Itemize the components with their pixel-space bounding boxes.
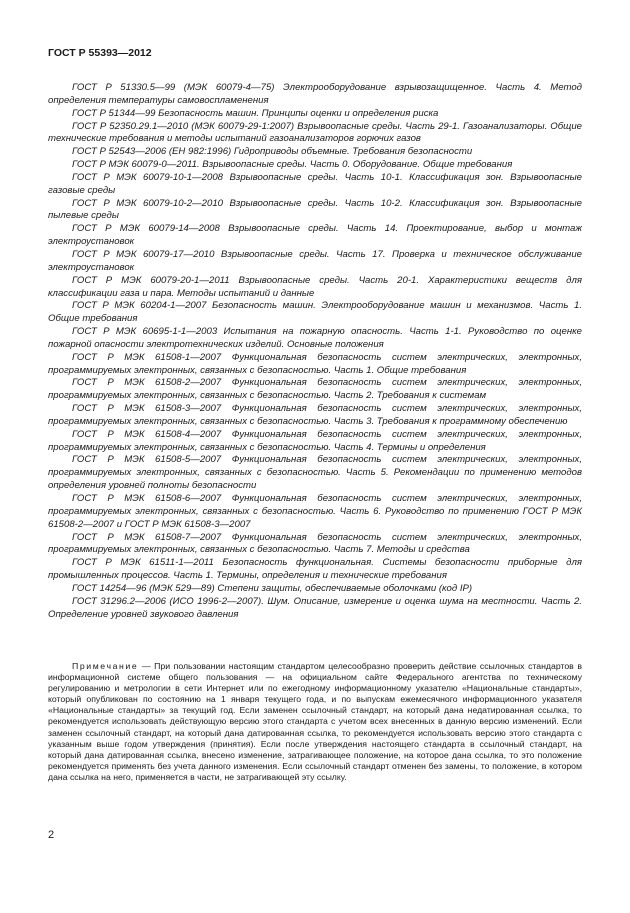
reference-item: ГОСТ 14254—96 (МЭК 529—89) Степени защиты, обеспечиваемые оболочками (код IP) xyxy=(72,582,473,594)
reference-item: ГОСТ Р МЭК 60079-10-2—2010 Взрывоопасные среды. Часть 10-2. Классификация зон. Взрывоопасные пылевые среды xyxy=(48,197,582,222)
reference-item: ГОСТ Р МЭК 60079-20-1—2011 Взрывоопасные среды. Часть 20-1. Характеристики веществ для классификации газа и пара. Методы испытаний и данные xyxy=(48,274,582,299)
reference-item: ГОСТ Р 52543—2006 (ЕН 982:1996) Гидроприводы объемные. Требования безопасности xyxy=(72,146,473,158)
reference-item: ГОСТ Р МЭК 60079-17—2010 Взрывоопасные среды. Часть 17. Проверка и техническое обслуживание электроустановок xyxy=(48,248,582,273)
reference-item: ГОСТ Р МЭК 60079-10-1—2008 Взрывоопасные среды. Часть 10-1. Классификация зон. Взрывоопасные газовые среды xyxy=(48,171,582,196)
reference-item: ГОСТ Р МЭК 60079-14—2008 Взрывоопасные среды. Часть 14. Проектирование, выбор и монтаж электроустановок xyxy=(48,223,582,248)
reference-item: ГОСТ Р МЭК 61508-6—2007 Функциональная безопасность систем электрических, электронных, программируемых электронных, связанных с безопасностью. Часть 6. Руководство по применению ГОСТ Р МЭК 61508-2—2007 и ГОСТ Р МЭК 61508-3—2007 xyxy=(48,493,582,530)
reference-item: ГОСТ Р МЭК 61508-7—2007 Функциональная безопасность систем электрических, электронных, программируемых электронных, связанных с безопасностью. Часть 7. Методы и средства xyxy=(48,531,582,556)
note-label: Примечание xyxy=(72,661,139,671)
reference-item: ГОСТ Р МЭК 60204-1—2007 Безопасность машин. Электрооборудование машин и механизмов. Часть 1. Общие требования xyxy=(48,300,582,325)
reference-item: ГОСТ Р МЭК 61508-5—2007 Функциональная безопасность систем электрических, электронных, программируемых электронных, связанных с безопасностью. Часть 5. Рекомендации по применению методов определения уровней полноты безопасности xyxy=(48,454,582,492)
note-text: — При пользовании настоящим стандартом целесообразно проверить действие ссылочных стандартов в информационной системе общего пользования — на официальном сайте Федерального агентства по техническому регулированию и метрологии в сети Интернет или по ежегодному информационному указателю «Национальные стандарты», который опубликован по состоянию на 1 января текущего года, и по выпускам ежемесячного информационного указателя «Национальные стандарты» за текущий год. Если заменен ссылочный стандарт, на который дана недатированная ссылка, то рекомендуется использовать действующую версию этого стандарта с учетом всех внесенных в данную версию изменений. Если заменен ссылочный стандарт, на который дана датированная ссылка, то рекомендуется использовать версию этого стандарта с указанным выше годом утверждения (принятия). Если после утверждения настоящего стандарта в ссылочный стандарт, на который дана датированная ссылка, внесено изменение, затрагивающее положение, на которое дана ссылка, то это положение рекомендуется применять без учета данного изменения. Если ссылочный стандарт отменен без замены, то положение, в котором дана ссылка на него, применяется в части, не затрагивающей эту ссылку. xyxy=(48,661,582,782)
page-number: 2 xyxy=(48,829,55,841)
reference-item: ГОСТ Р МЭК 60079-0—2011. Взрывоопасные среды. Часть 0. Оборудование. Общие требования xyxy=(72,159,513,171)
note-paragraph xyxy=(48,661,582,783)
reference-item: ГОСТ Р 52350.29.1—2010 (МЭК 60079-29-1:2007) Взрывоопасные среды. Часть 29-1. Газоанализаторы. Общие технические требования и методы испытаний газоанализаторов горючих газов xyxy=(48,120,582,145)
reference-item: ГОСТ Р МЭК 61508-4—2007 Функциональная безопасность систем электрических, электронных, программируемых электронных, связанных с безопасностью. Часть 4. Термины и определения xyxy=(48,428,582,453)
document-code-header: ГОСТ Р 55393—2012 xyxy=(48,47,152,59)
references-list xyxy=(48,82,582,621)
reference-item: ГОСТ Р МЭК 60695-1-1—2003 Испытания на пожарную опасность. Часть 1-1. Руководство по оценке пожарной опасности электротехнических изделий. Основные положения xyxy=(48,326,582,350)
reference-item: ГОСТ 31296.2—2006 (ИСО 1996-2—2007). Шум. Описание, измерение и оценка шума на местности. Часть 2. Определение уровней звукового давления xyxy=(48,595,582,620)
reference-item: ГОСТ Р МЭК 61508-3—2007 Функциональная безопасность систем электрических, электронных, программируемых электронных, связанных с безопасностью. Часть 3. Требования к программному обеспечению xyxy=(48,403,582,427)
reference-item: ГОСТ Р МЭК 61508-1—2007 Функциональная безопасность систем электрических, электронных, программируемых электронных, связанных с безопасностью. Часть 1. Общие требования xyxy=(48,351,582,376)
reference-item: ГОСТ Р 51344—99 Безопасность машин. Принципы оценки и определения риска xyxy=(72,107,439,119)
reference-item: ГОСТ Р 51330.5—99 (МЭК 60079-4—75) Электрооборудование взрывозащищенное. Часть 4. Метод определения температуры самовоспламенения xyxy=(48,82,582,106)
reference-item: ГОСТ Р МЭК 61508-2—2007 Функциональная безопасность систем электрических, электронных, программируемых электронных, связанных с безопасностью. Часть 2. Требования к системам xyxy=(48,377,582,402)
reference-item: ГОСТ Р МЭК 61511-1—2011 Безопасность функциональная. Системы безопасности приборные для промышленных процессов. Часть 1. Термины, определения и технические требования xyxy=(48,557,582,582)
